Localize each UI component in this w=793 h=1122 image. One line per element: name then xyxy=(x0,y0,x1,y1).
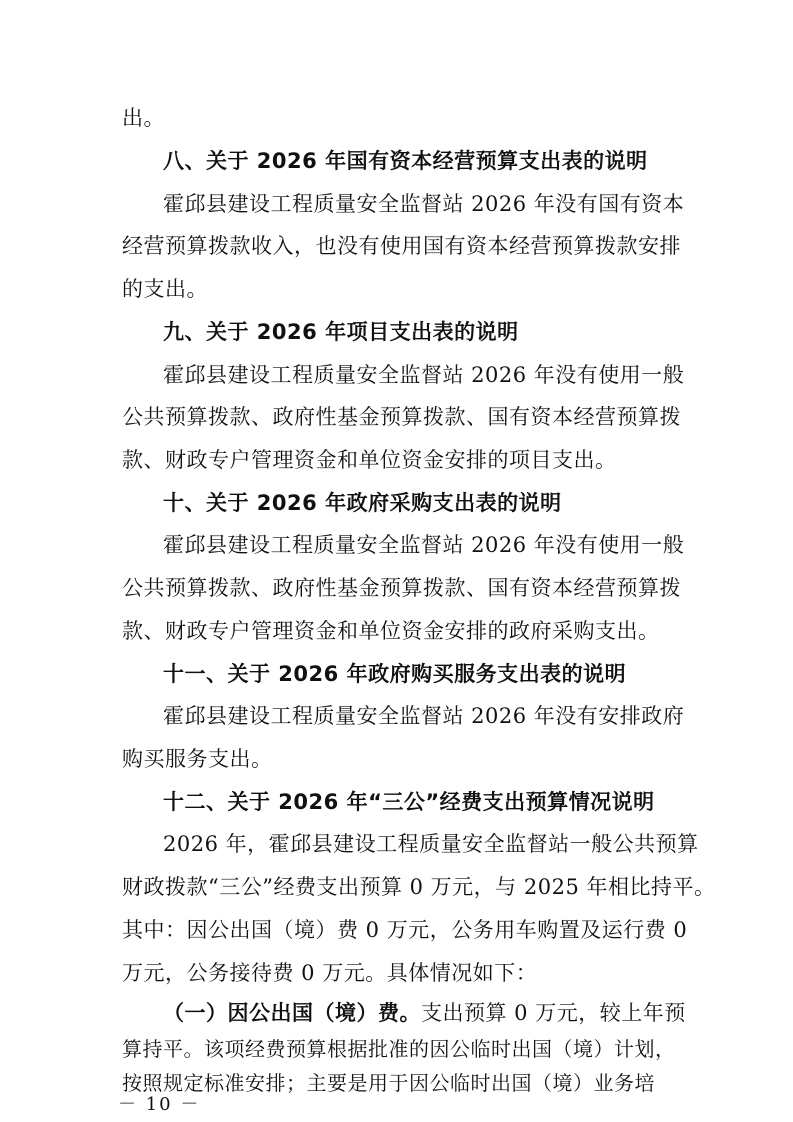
paragraph-line: 霍邱县建设工程质量安全监督站 2026 年没有安排政府 xyxy=(163,704,685,728)
paragraph-line: 万元，公务接待费 0 万元。具体情况如下： xyxy=(122,961,538,985)
paragraph-line: 财政拨款“三公”经费支出预算 0 万元，与 2025 年相比持平。 xyxy=(122,875,716,899)
section-heading-12: 十二、关于 2026 年“三公”经费支出预算情况说明 xyxy=(163,790,655,814)
paragraph-line: 款、财政专户管理资金和单位资金安排的政府采购支出。 xyxy=(122,619,660,643)
section-heading-9: 九、关于 2026 年项目支出表的说明 xyxy=(163,320,519,344)
paragraph-line: 其中：因公出国（境）费 0 万元，公务用车购置及运行费 0 xyxy=(122,918,688,942)
paragraph-line: 算持平。该项经费预算根据批准的因公临时出国（境）计划， xyxy=(122,1037,676,1061)
paragraph-line: 出。 xyxy=(122,106,165,130)
paragraph-line: 款、财政专户管理资金和单位资金安排的项目支出。 xyxy=(122,448,617,472)
paragraph-line: 按照规定标准安排；主要是用于因公临时出国（境）业务培 xyxy=(122,1071,655,1095)
paragraph-line: 霍邱县建设工程质量安全监督站 2026 年没有国有资本 xyxy=(163,192,685,216)
paragraph-line: 霍邱县建设工程质量安全监督站 2026 年没有使用一般 xyxy=(163,363,685,387)
paragraph-line: 公共预算拨款、政府性基金预算拨款、国有资本经营预算拨 xyxy=(122,576,681,600)
paragraph-line: 经营预算拨款收入，也没有使用国有资本经营预算拨款安排 xyxy=(122,234,681,258)
subsection-line xyxy=(163,998,723,1028)
paragraph-line: 购买服务支出。 xyxy=(122,747,273,771)
paragraph-line: 公共预算拨款、政府性基金预算拨款、国有资本经营预算拨 xyxy=(122,405,681,429)
paragraph-line: 的支出。 xyxy=(122,277,208,301)
page-number: － 10 － xyxy=(118,1094,201,1115)
paragraph-line: 2026 年，霍邱县建设工程质量安全监督站一般公共预算 xyxy=(163,832,699,856)
section-heading-11: 十一、关于 2026 年政府购买服务支出表的说明 xyxy=(163,662,627,686)
subsection-heading: （一）因公出国（境）费。 xyxy=(163,1001,421,1025)
section-heading-10: 十、关于 2026 年政府采购支出表的说明 xyxy=(163,491,562,515)
paragraph-line: 霍邱县建设工程质量安全监督站 2026 年没有使用一般 xyxy=(163,533,685,557)
section-heading-8: 八、关于 2026 年国有资本经营预算支出表的说明 xyxy=(163,149,648,173)
subsection-text: 支出预算 0 万元，较上年预 xyxy=(421,1001,686,1025)
